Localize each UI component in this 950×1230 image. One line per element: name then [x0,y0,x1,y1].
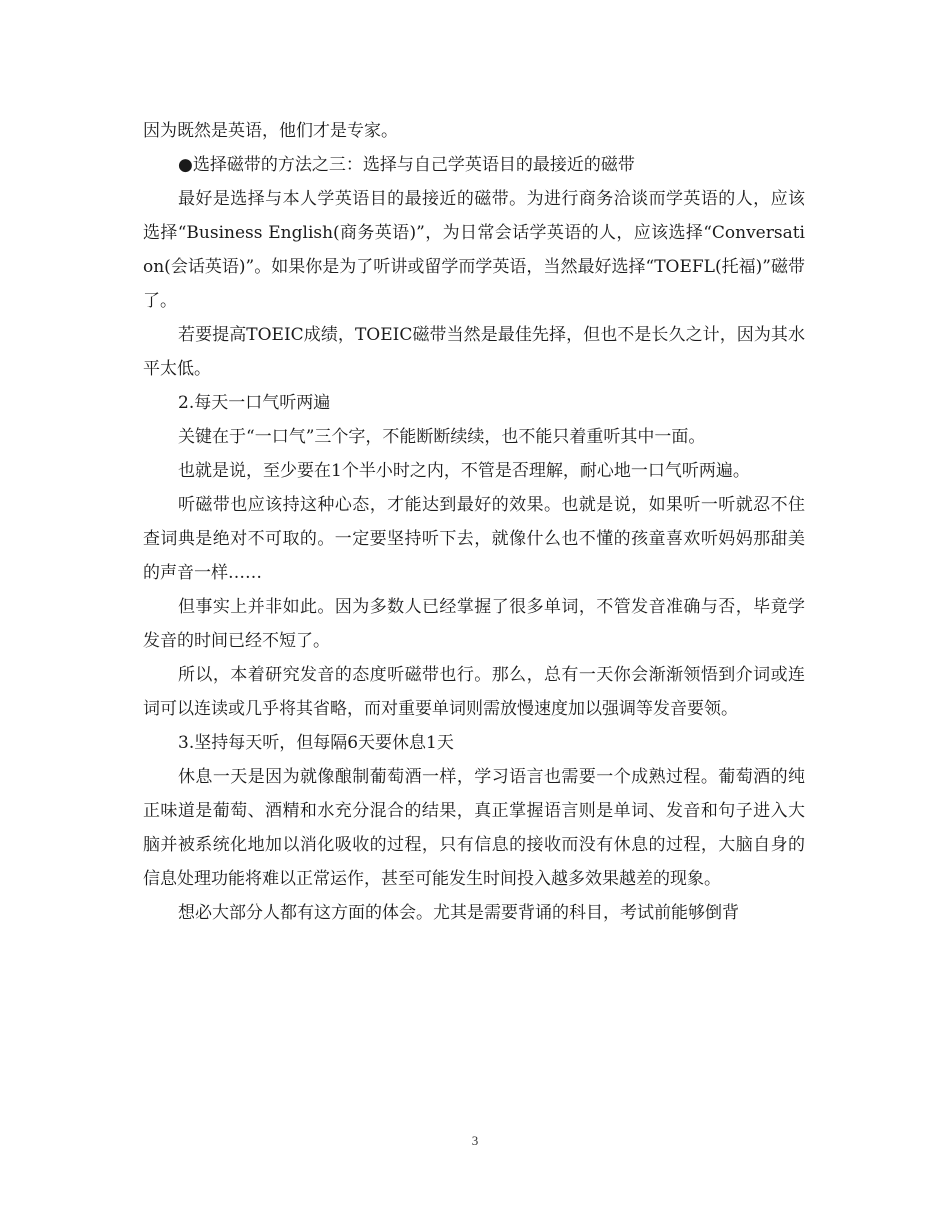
paragraph-7: 也就是说，至少要在1个半小时之内，不管是否理解，耐心地一口气听两遍。 [178,461,750,481]
paragraph-9: 但事实上并非如此。因为多数人已经掌握了很多单词，不管发音准确与否，毕竟学发音的时间已经不短了。 [143,597,805,651]
paragraph-6: 关键在于“一口气”三个字，不能断断续续，也不能只着重听其中一面。 [178,427,706,447]
section-heading-2: 2.每天一口气听两遍 [178,393,331,413]
document-body [143,114,805,930]
paragraph-13: 想必大部分人都有这方面的体会。尤其是需要背诵的科目，考试前能够倒背 [178,903,739,923]
bullet-heading-method-3: ●选择磁带的方法之三：选择与自己学英语目的最接近的磁带 [178,155,635,175]
paragraph-3: 最好是选择与本人学英语目的最接近的磁带。为进行商务洽谈而学英语的人，应该选择“Business English(商务英语)”，为日常会话学英语的人，应该选择“Conversation(会话英语)”。如果你是为了听讲或留学而学英语，当然最好选择“TOEFL(托福)”磁带了。 [143,189,805,311]
paragraph-8: 听磁带也应该持这种心态，才能达到最好的效果。也就是说，如果听一听就忍不住查词典是绝对不可取的。一定要坚持听下去，就像什么也不懂的孩童喜欢听妈妈那甜美的声音一样…… [143,495,805,583]
paragraph-1: 因为既然是英语，他们才是专家。 [143,121,398,141]
section-heading-3: 3.坚持每天听，但每隔6天要休息1天 [178,733,454,753]
paragraph-10: 所以，本着研究发音的态度听磁带也行。那么，总有一天你会渐渐领悟到介词或连词可以连读或几乎将其省略，而对重要单词则需放慢速度加以强调等发音要领。 [143,665,805,719]
paragraph-4: 若要提高TOEIC成绩，TOEIC磁带当然是最佳先择，但也不是长久之计，因为其水平太低。 [143,325,805,379]
paragraph-12: 休息一天是因为就像酿制葡萄酒一样，学习语言也需要一个成熟过程。葡萄酒的纯正味道是葡萄、酒精和水充分混合的结果，真正掌握语言则是单词、发音和句子进入大脑并被系统化地加以消化吸收的过程，只有信息的接收而没有休息的过程，大脑自身的信息处理功能将难以正常运作，甚至可能发生时间投入越多效果越差的现象。 [143,767,805,889]
page-number: 3 [471,1133,479,1148]
